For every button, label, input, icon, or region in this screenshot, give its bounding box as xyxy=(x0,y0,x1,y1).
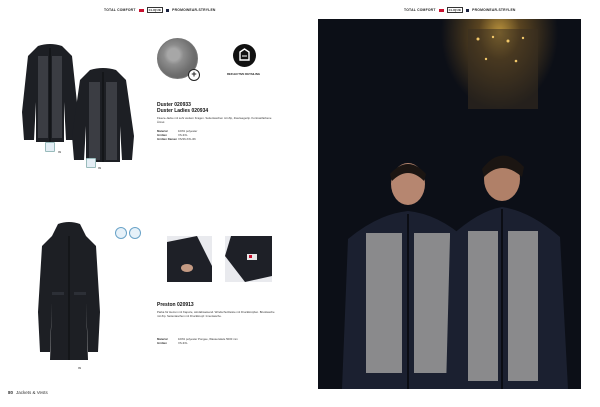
spec-row: Größen XS-3XL xyxy=(157,341,188,346)
feature-badge xyxy=(45,142,55,152)
waterproof-icon xyxy=(115,227,127,239)
preston-number: 99 xyxy=(78,366,82,370)
windproof-icon xyxy=(129,227,141,239)
spec-row: Größen XS-3XL xyxy=(157,133,188,138)
zipper-detail-photo xyxy=(225,236,272,282)
header-section: PROMOWEAR-STRYLEN xyxy=(172,8,216,12)
spec-row: Material 100% polyester Pongee, Wassersäule 5000 mm xyxy=(157,337,238,341)
brand-mark-icon xyxy=(166,9,169,12)
preston-specs xyxy=(157,337,279,345)
duster-ladies-title: Duster Ladies 020934 xyxy=(157,108,209,114)
duster-jacket-front-image xyxy=(70,66,136,166)
preston-title: Preston 020913 xyxy=(157,302,194,308)
plus-icon[interactable]: + xyxy=(188,69,200,81)
reflective-icon xyxy=(233,44,256,67)
page-header xyxy=(404,7,516,13)
fabric-swatch xyxy=(157,38,198,79)
duster-description: Fleece-Jacke mit sehr weitem Kragen. Seitentaschen mit Zip, Zweiwegezip. Kontrastfarbene Ärmel. xyxy=(157,116,272,124)
header-label: TOTAL COMFORT xyxy=(404,8,436,12)
feature-badge xyxy=(86,158,96,168)
page-number: 80 xyxy=(8,390,14,395)
flag-icon xyxy=(439,9,444,12)
brand-mark-icon xyxy=(466,9,469,12)
flag-icon xyxy=(139,9,144,12)
header-section: PROMOWEAR-STRYLEN xyxy=(472,8,516,12)
pocket-detail-photo xyxy=(167,236,212,282)
preston-description: Parka für Herren mit Kapuze, windabweisend. Windschutzleiste mit Druckknöpfen. Brusttasche mit Zip. Seitentaschen mit Druckknopf. Innentasche. xyxy=(157,310,275,318)
preston-parka-image xyxy=(36,222,102,362)
brand-logo: CLIQUE xyxy=(148,8,162,12)
duster-number: 99 xyxy=(58,150,62,154)
page-footer xyxy=(8,390,48,395)
reflective-caption: REFLECTIVE DETAILING xyxy=(227,72,261,76)
page-header xyxy=(104,7,216,13)
lifestyle-photo xyxy=(318,19,581,389)
footer-section: Jackets & Vests xyxy=(16,390,48,395)
header-label: TOTAL COMFORT xyxy=(104,8,136,12)
duster-number: 99 xyxy=(98,166,102,170)
spec-row: Material 100% polyester xyxy=(157,129,198,133)
duster-specs xyxy=(157,129,197,142)
brand-logo: CLIQUE xyxy=(448,8,462,12)
duster-title: Duster 020933 xyxy=(157,102,191,108)
spec-row: Größen DamenXS/36-XXL/46 xyxy=(157,137,196,142)
